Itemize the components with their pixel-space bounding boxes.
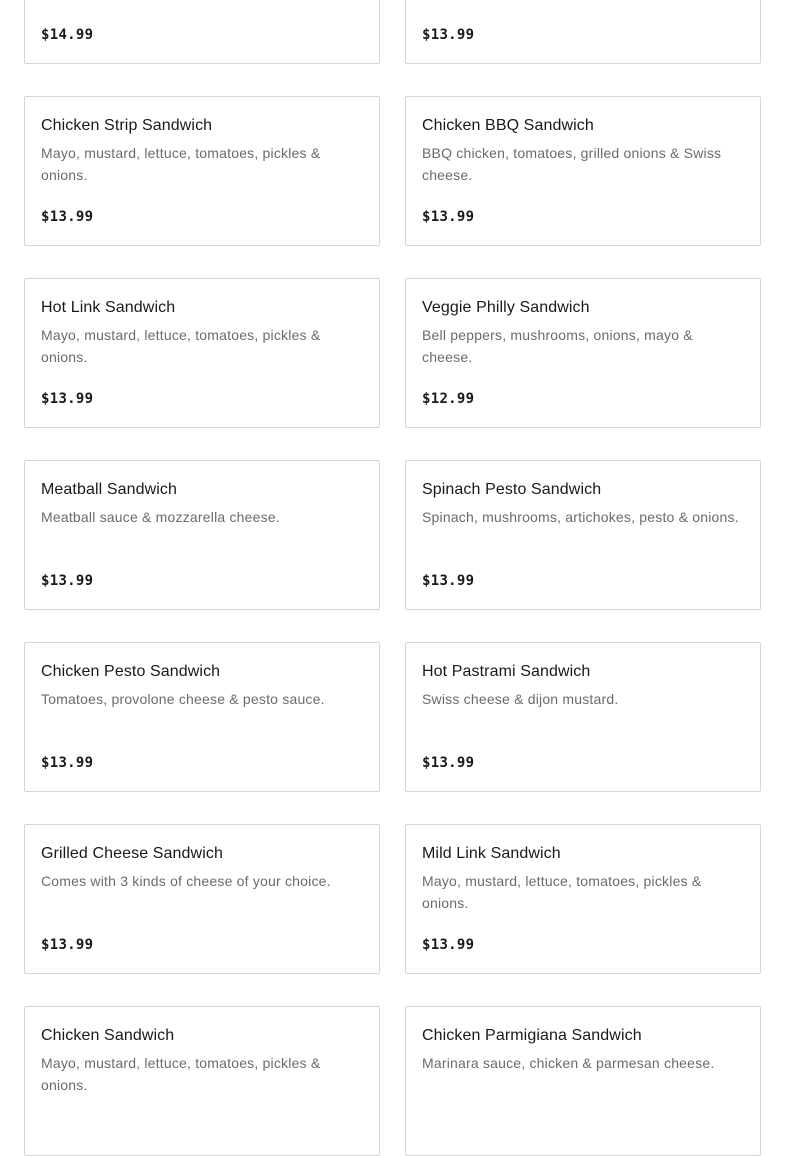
menu-item-description: BBQ chicken, tomatoes, grilled onions & Swiss cheese. — [422, 145, 722, 183]
menu-item-description: Comes with 3 kinds of cheese of your choice. — [41, 873, 331, 889]
menu-item-card[interactable] — [24, 0, 380, 64]
menu-item-card[interactable] — [24, 824, 380, 974]
menu-item-name: Chicken BBQ Sandwich — [422, 117, 594, 134]
menu-item-price: $13.99 — [41, 391, 94, 407]
menu-item-card[interactable] — [24, 1006, 380, 1156]
menu-item-description: Mayo, mustard, lettuce, tomatoes, pickles & onions. — [41, 1055, 321, 1093]
menu-item-price: $13.99 — [41, 755, 94, 771]
menu-item-name: Meatball Sandwich — [41, 481, 177, 498]
menu-item-card[interactable] — [24, 96, 380, 246]
menu-item-name: Hot Pastrami Sandwich — [422, 663, 591, 680]
menu-item-name: Chicken Sandwich — [41, 1027, 175, 1044]
menu-item-card[interactable] — [405, 1006, 761, 1156]
menu-item-name: Veggie Philly Sandwich — [422, 299, 590, 316]
menu-item-card[interactable] — [24, 460, 380, 610]
menu-item-card[interactable] — [24, 278, 380, 428]
menu-item-description: Mayo, mustard, lettuce, tomatoes, pickles & onions. — [422, 873, 702, 911]
menu-item-description: Marinara sauce, chicken & parmesan cheese. — [422, 1055, 715, 1071]
menu-item-price: $13.99 — [422, 209, 475, 225]
menu-item-description: Tomatoes, provolone cheese & pesto sauce. — [41, 691, 325, 707]
menu-item-card[interactable] — [405, 96, 761, 246]
menu-item-name: Spinach Pesto Sandwich — [422, 481, 602, 498]
menu-item-price: $13.99 — [422, 937, 475, 953]
menu-item-name: Grilled Cheese Sandwich — [41, 845, 223, 862]
menu-item-name: Chicken Strip Sandwich — [41, 117, 213, 134]
menu-item-card[interactable] — [405, 642, 761, 792]
menu-item-description: Bell peppers, mushrooms, onions, mayo & cheese. — [422, 327, 693, 365]
menu-item-description: Mayo, mustard, lettuce, tomatoes, pickles & onions. — [41, 327, 321, 365]
menu-item-description: Swiss cheese & dijon mustard. — [422, 691, 619, 707]
menu-item-card[interactable] — [24, 642, 380, 792]
menu-item-grid — [24, 0, 761, 1156]
menu-item-description: Meatball sauce & mozzarella cheese. — [41, 509, 280, 525]
menu-item-name: Chicken Pesto Sandwich — [41, 663, 221, 680]
menu-item-card[interactable] — [405, 460, 761, 610]
menu-item-card[interactable] — [405, 0, 761, 64]
menu-item-price: $13.99 — [41, 937, 94, 953]
menu-item-price: $13.99 — [422, 573, 475, 589]
menu-item-description: Spinach, mushrooms, artichokes, pesto & onions. — [422, 509, 739, 525]
menu-item-card[interactable] — [405, 824, 761, 974]
menu-item-name: Hot Link Sandwich — [41, 299, 176, 316]
menu-item-price: $13.99 — [422, 755, 475, 771]
menu-item-price: $13.99 — [41, 209, 94, 225]
menu-item-name: Chicken Parmigiana Sandwich — [422, 1027, 642, 1044]
menu-item-description: Mayo, mustard, lettuce, tomatoes, pickles & onions. — [41, 145, 321, 183]
menu-item-price: $13.99 — [41, 573, 94, 589]
menu-item-price: $13.99 — [422, 27, 475, 43]
menu-item-card[interactable] — [405, 278, 761, 428]
menu-item-price: $14.99 — [41, 27, 94, 43]
menu-item-price: $12.99 — [422, 391, 475, 407]
menu-item-name: Mild Link Sandwich — [422, 845, 561, 862]
